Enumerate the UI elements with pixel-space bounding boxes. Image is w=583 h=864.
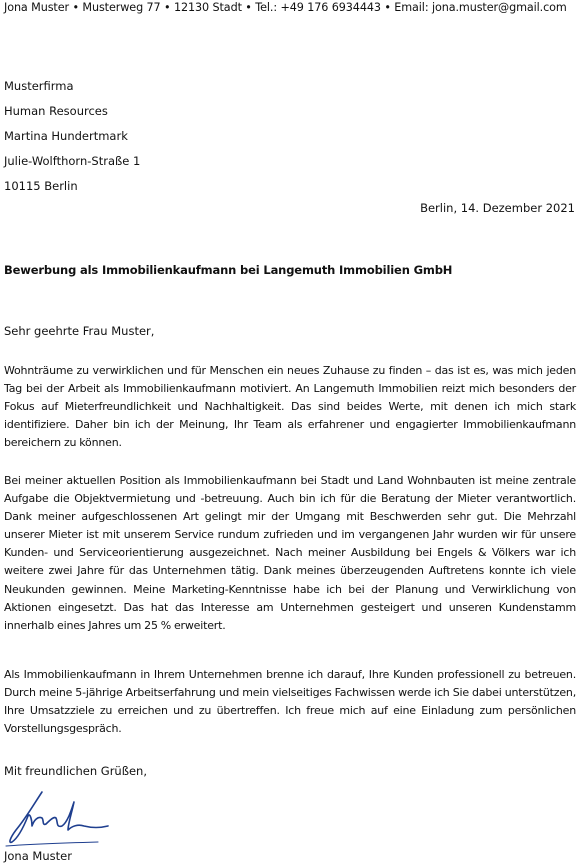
- letter-subject: Bewerbung als Immobilienkaufmann bei Langemuth Immobilien GmbH: [4, 263, 453, 277]
- signature-stroke-underline: [6, 842, 98, 846]
- recipient-department: Human Resources: [4, 104, 108, 118]
- recipient-company: Musterfirma: [4, 79, 74, 93]
- recipient-city: 10115 Berlin: [4, 179, 78, 193]
- letter-date: Berlin, 14. Dezember 2021: [420, 201, 575, 215]
- handwritten-signature: [2, 786, 112, 850]
- body-paragraph-2: Bei meiner aktuellen Position als Immobilienkaufmann bei Stadt und Land Wohnbauten ist meine zentrale Aufgabe die Objektvermietung und -betreuung. Auch bin ich für die Beratung der Mieter verantwortlich. Dank meiner aufgeschlossenen Art gelingt mir der Umgang mit Beschwerden sehr gut. Die Mehrzahl unserer Mieter ist mit unserem Service rundum zufrieden und im vergangenen Jahr wurden wir für unsere Kunden- und Serviceorientierung ausgezeichnet. Nach meiner Ausbildung bei Engels & Völkers war ich weitere zwei Jahre für das Unternehmen tätig. Dank meines überzeugenden Auftretens konnte ich viele Neukunden gewinnen. Meine Marketing-Kenntnisse habe ich bei der Planung und Verwirklichung von Aktionen eingesetzt. Das hat das Interesse am Unternehmen gesteigert und unseren Kundenstamm innerhalb eines Jahres um 25 % erweitert.: [4, 474, 576, 632]
- recipient-contact-person: Martina Hundertmark: [4, 129, 128, 143]
- closing-phrase: Mit freundlichen Grüßen,: [4, 764, 147, 778]
- signer-name: Jona Muster: [4, 849, 72, 863]
- signature-stroke-main: [10, 792, 108, 842]
- body-paragraph-3: Als Immobilienkaufmann in Ihrem Unternehmen brenne ich darauf, Ihre Kunden professionell zu betreuen. Durch meine 5-jährige Arbeitserfahrung und mein vielseitiges Fachwissen werde ich Sie dabei unterstützen, Ihre Umsatzziele zu erreichen und zu übertreffen. Ich freue mich auf eine Einladung zum persönlichen Vorstellungsgespräch.: [4, 668, 576, 736]
- body-paragraph-1: Wohnträume zu verwirklichen und für Menschen ein neues Zuhause zu finden – das ist es, was mich jeden Tag bei der Arbeit als Immobilienkaufmann motiviert. An Langemuth Immobilien reizt mich besonders der Fokus auf Mieterfreundlichkeit und Nachhaltigkeit. Das sind beides Werte, mit denen ich mich stark identifiziere. Daher bin ich der Meinung, Ihr Team als erfahrener und engagierter Immobilienkaufmann bereichern zu können.: [4, 364, 576, 450]
- salutation: Sehr geehrte Frau Muster,: [4, 324, 155, 338]
- sender-contact-line: Jona Muster • Musterweg 77 • 12130 Stadt • Tel.: +49 176 6934443 • Email: jona.muster@gmail.com: [4, 1, 567, 14]
- recipient-street: Julie-Wolfthorn-Straße 1: [4, 154, 141, 168]
- recipient-address-block: [4, 74, 404, 199]
